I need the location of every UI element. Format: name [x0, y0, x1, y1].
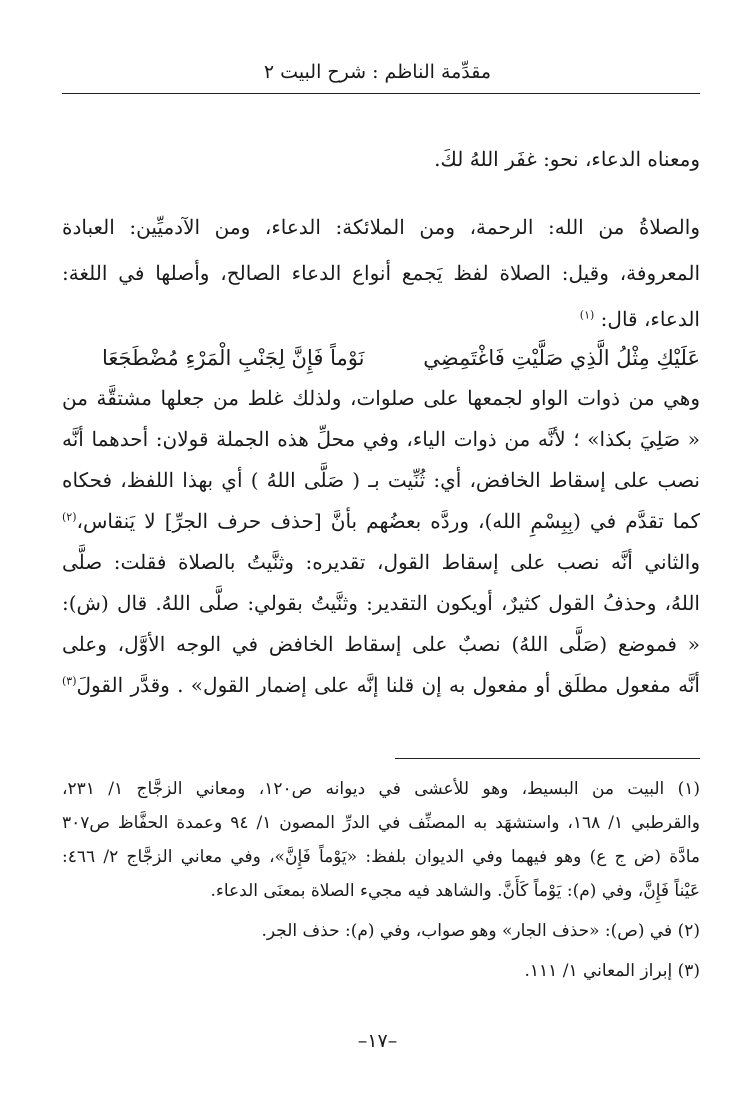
main-text-lower: [62, 378, 700, 706]
paragraph-3-line: اللهُ، وحذفُ القول كثيرٌ، أويكون التقدير: وثنَّيتُ بقولي: صلَّى اللهُ. قال (ش):: [62, 591, 700, 615]
page-number: –١٧–: [357, 1030, 398, 1052]
footnote-3: (٣) إبراز المعاني ١/ ١١١.: [524, 961, 700, 981]
paragraph-2-line: المعروفة، وقيل: الصلاة لفظ يَجمع أنواع الدعاء الصالح، وأصلها في اللغة:: [62, 261, 700, 285]
paragraph-3-line-with-ref: [62, 665, 700, 706]
footnote-1-line: والقرطبي ١/ ١٦٨، واستشهَد به المصنِّف في الدرِّ المصون ١/ ٩٤ وعمدة الحفَّاظ ص٣٠٧: [62, 813, 700, 833]
footnote-1-line: عَيْناً فَإِنَّ، وفي (م): يَوْماً كَأَنَّ. والشاهد فيه مجيء الصلاة بمعنَى الدعاء.: [210, 881, 700, 901]
verse-second-hemistich: نَوْماً فَإِنَّ لِجَنْبِ الْمَرْءِ مُضْطَجَعَا: [102, 346, 365, 370]
footnote-2: (٢) في (ص): «حذف الجار» وهو صواب، وفي (م): حذف الجر.: [261, 921, 700, 941]
footnote-1-line: مادَّة (ض ج ع) وهو فيهما وفي الديوان بلفظ: «يَوْماً فَإِنَّ»، وفي معاني الزجَّاج ٢/ ٤٦٦:: [62, 847, 700, 867]
header-rule: [62, 93, 700, 94]
footnote-ref-3: (٣): [62, 674, 77, 688]
paragraph-3-text: كما تقدَّم في (بِبِسْمِ الله)، وردَّه بعضُهم بأنَّ [حذف حرف الجرِّ] لا يَنقاس،: [76, 509, 700, 533]
footnotes: [62, 772, 700, 988]
paragraph-3-line: والثاني أنَّه نصب على إسقاط القول، تقديره: وثنَّيتُ بالصلاة فقلت: صلَّى: [62, 550, 700, 574]
paragraph-1-line: ومعناه الدعاء، نحو: غفَر اللهُ لكَ.: [434, 147, 700, 171]
paragraph-3-line: وهي من ذوات الواو لجمعها على صلوات، ولذلك غلط من جعلها مشتقَّة من: [62, 386, 700, 410]
paragraph-3-text: أنَّه مفعول مطلَق أو مفعول به إن قلنا إنَّه على إضمار القول» . وقدَّر القولَ: [76, 673, 700, 697]
paragraph-3-line: « صَلِيَ بكذا» ؛ لأنَّه من ذوات الياء، وفي محلِّ هذه الجملة قولان: أحدهما أنَّه: [62, 427, 700, 451]
paragraph-gap: [62, 182, 700, 204]
paragraph-3-line-with-ref: [62, 501, 700, 542]
paragraph-2-text: الدعاء، قال:: [600, 307, 700, 331]
verse-first-hemistich: عَلَيْكِ مِثْلُ الَّذِي صَلَّيْتِ فَاغْتَمِضِي: [423, 346, 700, 370]
paragraph-3-line: نصب على إسقاط الخافض، أي: ثُنِّيت بـ ( صَلَّى اللهُ ) أي بهذا اللفظ، فحكاه: [62, 468, 700, 492]
running-header: مقدِّمة الناظم : شرح البيت ٢: [263, 61, 492, 83]
paragraph-2-line: والصلاةُ من الله: الرحمة، ومن الملائكة: الدعاء، ومن الآدميِّين: العبادة: [62, 215, 700, 239]
footnote-ref-2: (٢): [62, 510, 77, 524]
footnote-1-line: (١) البيت من البسيط، وهو للأعشى في ديوانه ص١٢٠، ومعاني الزجَّاج ١/ ٢٣١،: [62, 779, 700, 799]
footnote-separator: [395, 758, 700, 759]
poetry-verse: [62, 336, 700, 380]
footnote-ref-1: (١): [579, 308, 595, 322]
paragraph-3-line: « فموضع (صَلَّى اللهُ) نصبٌ على إسقاط الخافض في الوجه الأوَّل، وعلى: [62, 632, 700, 656]
main-text-upper: [62, 136, 700, 342]
